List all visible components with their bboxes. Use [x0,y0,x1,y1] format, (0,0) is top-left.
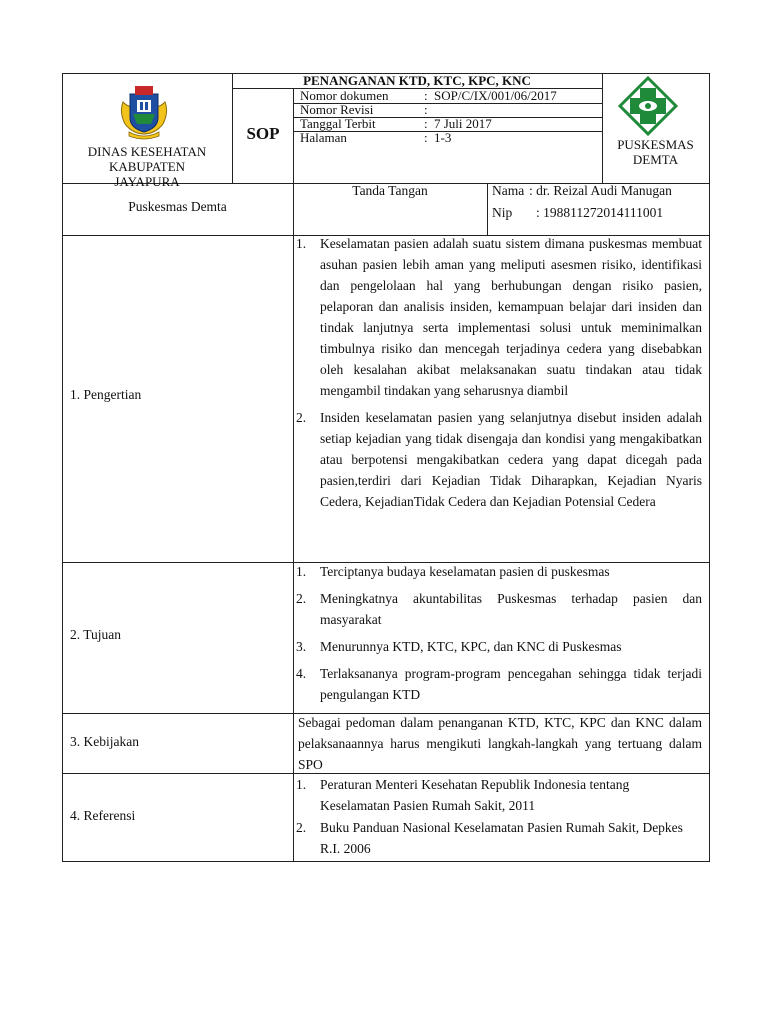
list-item [296,774,702,816]
item-text: Buku Panduan Nasional Keselamatan Pasien Rumah Sakit, Depkes R.I. 2006 [320,820,683,856]
list-item [296,663,702,705]
meta-colon: : [424,130,428,145]
item-number: 1. [296,236,307,251]
list-item [296,561,702,582]
item-number: 1. [296,564,307,579]
item-number: 2. [296,820,307,835]
agency-line: DINAS KESEHATAN [87,144,207,159]
item-number: 1. [296,777,307,792]
section-label-tujuan: 2. Tujuan [70,627,122,642]
puskesmas-logo [616,76,680,136]
section-content-tujuan [296,561,702,705]
nip-label: Nip [492,205,513,220]
signature-name-row [492,183,708,199]
meta-key: Tanggal Terbit [300,116,376,131]
meta-value: 1-3 [434,130,452,145]
item-text: Menurunnya KTD, KTC, KPC, dan KNC di Puskesmas [320,639,622,654]
nama-label: Nama [492,183,525,198]
meta-key: Nomor dokumen [300,88,389,103]
section-label-kebijakan: 3. Kebijakan [70,734,139,749]
list-item [296,588,702,630]
puskesmas-line: DEMTA [632,152,679,167]
list-item [296,636,702,657]
puskesmas-name [602,137,709,167]
list-item [296,233,702,401]
section-label-referensi: 4. Referensi [70,808,136,823]
puskesmas-line: PUSKESMAS [617,137,694,152]
meta-value: 7 Juli 2017 [434,116,492,131]
meta-colon: : [424,88,428,103]
signature-label: Tanda Tangan [352,183,428,198]
document-title: PENANGANAN KTD, KTC, KPC, KNC [303,73,531,88]
signature-nip-row [492,205,708,221]
signature-org: Puskesmas Demta [128,199,227,214]
meta-colon: : [424,116,428,131]
coat-of-arms-icon [115,82,173,140]
agency-line: KABUPATEN [108,159,186,174]
meta-value: SOP/C/IX/001/06/2017 [434,88,557,103]
sop-label: SOP [246,124,280,143]
item-number: 3. [296,639,307,654]
meta-key: Nomor Revisi [300,102,374,117]
agency-line: JAYAPURA [114,174,180,189]
nip-value: : 198811272014111001 [536,205,664,220]
list-item [296,817,702,859]
nama-value: : dr. Reizal Audi Manugan [529,183,672,198]
list-item [296,407,702,512]
item-text: Insiden keselamatan pasien yang selanjutnya disebut insiden adalah setiap kejadian yang tidak disengaja dan kondisi yang mengakibatkan atau berpotensi mengakibatkan cedera yang dapat dicegah pada pasien,terdiri dari Kejadian Tidak Diharapkan, Kejadian Nyaris Cedera, KejadianTidak Cedera dan Kejadian Potensial Cedera [320,410,702,509]
item-number: 4. [296,666,307,681]
section-content-referensi [296,774,702,859]
item-text: Terciptanya budaya keselamatan pasien di puskesmas [320,564,610,579]
item-number: 2. [296,410,307,425]
item-text: Keselamatan pasien adalah suatu sistem dimana puskesmas membuat asuhan pasien lebih aman yang meliputi asesmen risiko, identifikasi dan pengelolaan hal yang berhubungan dengan risiko pasien, pelaporan dan analisis insiden, kemampuan belajar dari insiden dan tindak lanjutnya serta implementasi solusi untuk meminimalkan timbulnya risiko dan mencegah terjadinya cedera yang disebabkan oleh kesalahan akibat melaksanakan suatu tindakan atau tidak mengambil tindakan yang seharusnya diambil [320,236,702,398]
section-content-pengertian [296,233,702,512]
agency-logo [115,82,173,140]
meta-key: Halaman [300,130,347,145]
section-label-pengertian: 1. Pengertian [70,387,142,402]
meta-colon: : [424,102,428,117]
section-content-kebijakan [298,712,702,775]
puskesmas-cross-icon [616,76,680,136]
kebijakan-text: Sebagai pedoman dalam penanganan KTD, KTC, KPC dan KNC dalam pelaksanaannya harus mengikuti langkah-langkah yang tertuang dalam SPO [298,715,702,772]
agency-name [62,144,232,189]
item-text: Terlaksananya program-program pencegahan sehingga tidak terjadi pengulangan KTD [320,666,702,702]
item-number: 2. [296,591,307,606]
item-text: Meningkatnya akuntabilitas Puskesmas terhadap pasien dan masyarakat [320,591,702,627]
item-text: Peraturan Menteri Kesehatan Republik Indonesia tentang Keselamatan Pasien Rumah Sakit, 2011 [320,777,630,813]
